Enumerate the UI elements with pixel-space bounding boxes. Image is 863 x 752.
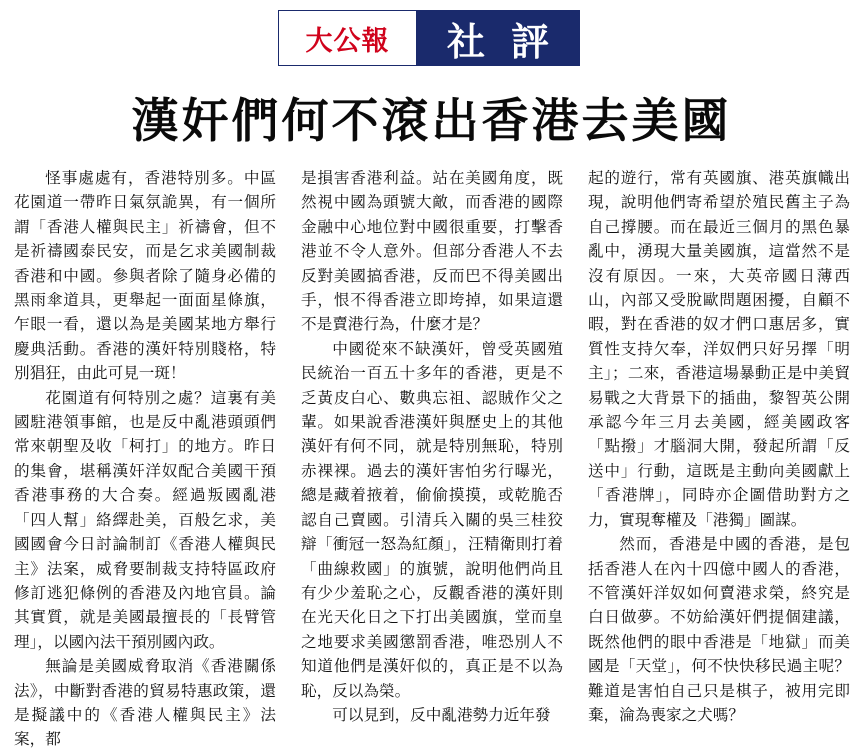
column-1 [14,166,276,749]
paragraph: 起的遊行，常有英國旗、港英旗幟出現，說明他們寄希望於殖民舊主子為自己撐腰。而在最近三個月的黑色暴亂中，湧現大量美國旗，這當然不是沒有原因。一來，大英帝國日薄西山，內部又受脫歐問題困擾，自顧不暇，對在香港的奴才們口惠居多，實質性支持欠奉，洋奴們只好另擇「明主」；二來，香港這場暴動正是中美貿易戰之大背景下的插曲，黎智英公開承認今年三月去美國，經美國政客「點撥」才腦洞大開，發起所謂「反送中」行動，這既是主動向美國獻上「香港牌」，同時亦企圖借助對方之力，實現奪權及「港獨」圖謀。 [588,169,850,529]
paragraph: 中國從來不缺漢奸，曾受英國殖民統治一百五十多年的香港，更是不乏黃皮白心、數典忘祖、認賊作父之輩。如果說香港漢奸與歷史上的其他漢奸有何不同，就是特別無恥，特別赤裸裸。過去的漢奸害怕劣行曝光，總是藏着掖着，偷偷摸摸，或乾脆否認自己賣國。引清兵入關的吳三桂狡辯「衝冠一怒為紅顏」，汪精衛則打着「曲線救國」的旗號，說明他們尚且有少少羞恥之心，反觀香港的漢奸則在光天化日之下打出美國旗，堂而皇之地要求美國懲罰香港，唯恐別人不知道他們是漢奸似的，真正是不以為恥，反以為榮。 [301,339,563,700]
paragraph: 是損害香港利益。站在美國角度，既然視中國為頭號大敵，而香港的國際金融中心地位對中國很重要，打擊香港並不令人意外。但部分香港人不去反對美國搞香港，反而巴不得美國出手，恨不得香港立即垮掉，如果這還不是賣港行為，什麼才是？ [301,169,563,334]
column-2 [301,166,563,724]
article-body [14,166,850,749]
paragraph: 怪事處處有，香港特別多。中區花園道一帶昨日氣氛詭異，有一個所謂「香港人權與民主」祈禱會，但不是祈禱國泰民安，而是乞求美國制裁香港和中國。參與者除了隨身必備的黑雨傘道具，更舉起一面面星條旗，乍眼一看，還以為是美國某地方舉行慶典活動。香港的漢奸特別賤格，特別猖狂，由此可見一斑！ [14,169,276,383]
logo-text: 大公報 [305,25,390,57]
section-label: 社評 [417,11,579,65]
masthead [278,10,580,66]
newspaper-logo [279,11,417,65]
headline: 漢奸們何不滾出香港去美國 [131,94,732,149]
paragraph: 然而，香港是中國的香港，是包括香港人在內十四億中國人的香港，不管漢奸洋奴如何賣港求榮，終究是白日做夢。不妨給漢奸們提個建議，既然他們的眼中香港是「地獄」而美國是「天堂」，何不快快移民過主呢？難道是害怕自己只是棋子，被用完即棄，淪為喪家之犬嗎？ [588,535,850,724]
paragraph: 可以見到，反中亂港勢力近年發 [332,705,551,724]
column-3 [588,166,850,724]
paragraph: 無論是美國威脅取消《香港關係法》，中斷對香港的貿易特惠政策，還是擬議中的《香港人權與民主》法案，都 [14,657,276,749]
paragraph: 花園道有何特別之處？這裏有美國駐港領事館，也是反中亂港頭頭們常來朝聖及收「柯打」的地方。昨日的集會，堪稱漢奸洋奴配合美國干預香港事務的大合奏。經過叛國亂港「四人幫」絡繹赴美，百般乞求，美國國會今日討論制訂《香港人權與民主》法案，威脅要制裁支持特區政府修訂逃犯條例的香港及內地官員。論其實質，就是美國最擅長的「長臂管理」，以國內法干預別國內政。 [14,388,276,651]
